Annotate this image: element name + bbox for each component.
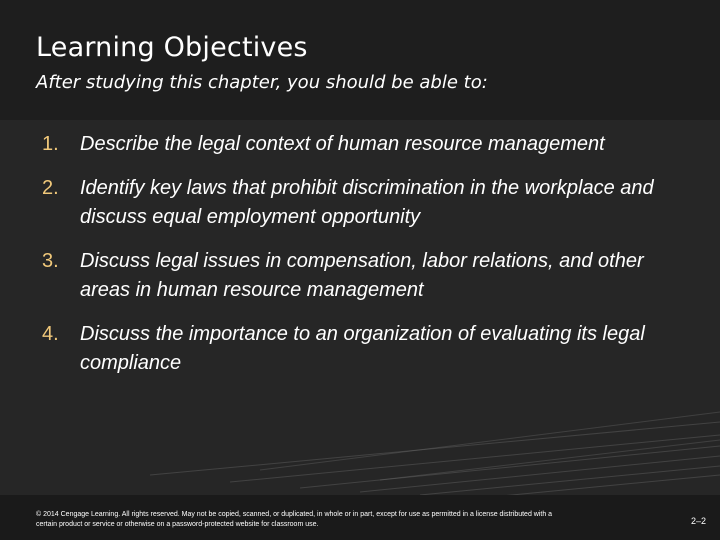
objective-item	[42, 247, 682, 305]
objectives-list	[42, 130, 682, 378]
objective-text: Discuss the importance to an organization of evaluating its legal compliance	[80, 323, 645, 374]
page-number: 2–2	[690, 516, 706, 526]
slide-title: Learning Objectives	[36, 32, 308, 63]
objective-number: 3.	[42, 250, 59, 272]
objective-text: Describe the legal context of human resource management	[80, 133, 605, 155]
slide-header	[0, 0, 720, 120]
objective-item	[42, 320, 682, 378]
slide-subtitle: After studying this chapter, you should be able to:	[36, 72, 488, 93]
objective-number: 1.	[42, 133, 59, 155]
objective-text: Discuss legal issues in compensation, labor relations, and other areas in human resource management	[80, 250, 644, 301]
objective-number: 4.	[42, 323, 59, 345]
objective-item	[42, 130, 682, 159]
decorative-streaks	[0, 400, 720, 500]
copyright-notice: © 2014 Cengage Learning. All rights reserved. May not be copied, scanned, or duplicated, in whole or in part, except for use as permitted in a license distributed with a certain product or service or otherwise on a password-protected website for classroom use.	[36, 511, 553, 528]
objective-text: Identify key laws that prohibit discrimination in the workplace and discuss equal employment opportunity	[80, 177, 654, 228]
objective-item	[42, 174, 682, 232]
objective-number: 2.	[42, 177, 59, 199]
